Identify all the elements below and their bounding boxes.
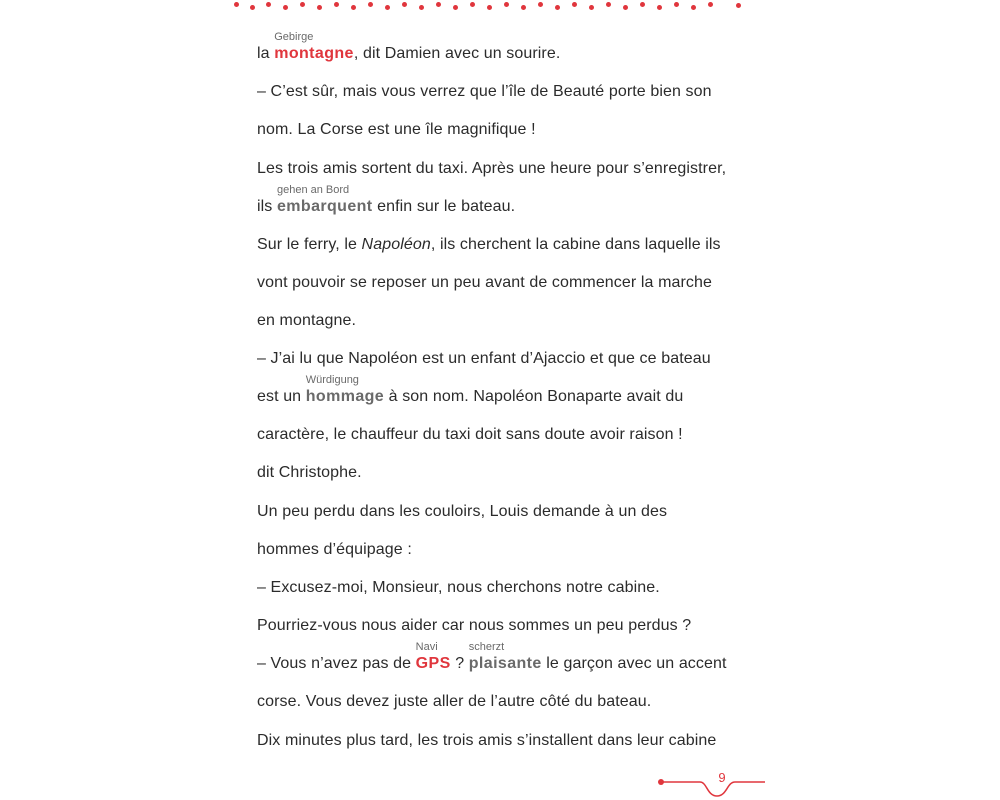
decorative-dot	[736, 3, 741, 8]
text-line: nom. La Corse est une île magnifique !	[257, 121, 536, 138]
vocab-word-hommage	[305, 374, 385, 407]
text-fragment: – Vous n’avez pas de	[257, 655, 416, 672]
text-line	[257, 31, 561, 64]
decorative-dot	[283, 5, 288, 10]
decorative-dot	[470, 2, 475, 7]
vocab-word-text: montagne	[274, 45, 354, 62]
text-fragment: Sur le ferry, le	[257, 236, 362, 253]
decorative-dot	[234, 2, 239, 7]
text-fragment: enfin sur le bateau.	[372, 198, 516, 215]
vocab-word-text: hommage	[305, 388, 385, 405]
vocab-gloss: Navi	[415, 641, 438, 653]
text-line: en montagne.	[257, 312, 357, 329]
decorative-dot	[691, 5, 696, 10]
decorative-dot	[402, 2, 407, 7]
vocab-gloss: gehen an Bord	[276, 184, 350, 196]
text-line: Pourriez-vous nous aider car nous sommes un peu perdus ?	[257, 617, 692, 634]
vocab-gloss: scherzt	[468, 641, 505, 653]
text-fragment: le garçon avec un accent	[541, 655, 727, 672]
decorative-dot	[250, 5, 255, 10]
vocab-word-text: embarquent	[276, 198, 373, 215]
text-line: dit Christophe.	[257, 464, 362, 481]
text-line	[257, 184, 516, 217]
text-line: Les trois amis sortent du taxi. Après une heure pour s’enregistrer,	[257, 160, 727, 177]
decorative-dot	[368, 2, 373, 7]
text-line: Dix minutes plus tard, les trois amis s’installent dans leur cabine	[257, 732, 717, 749]
decorative-dot	[436, 2, 441, 7]
vocab-gloss: Würdigung	[305, 374, 359, 386]
text-fragment: à son nom. Napoléon Bonaparte avait du	[384, 388, 684, 405]
text-line: – Excusez-moi, Monsieur, nous cherchons notre cabine.	[257, 579, 660, 596]
text-line	[257, 235, 721, 255]
decorative-dot	[657, 5, 662, 10]
text-line: caractère, le chauffeur du taxi doit sans doute avoir raison !	[257, 426, 683, 443]
text-line	[257, 641, 727, 674]
page-number: 9	[718, 770, 726, 785]
decorative-dot	[708, 2, 713, 7]
decorative-dot	[385, 5, 390, 10]
decorative-dot-border	[0, 0, 1000, 12]
decorative-dot	[606, 2, 611, 7]
text-line: – C’est sûr, mais vous verrez que l’île de Beauté porte bien son	[257, 83, 712, 100]
decorative-dot	[300, 2, 305, 7]
text-line: vont pouvoir se reposer un peu avant de commencer la marche	[257, 274, 713, 291]
decorative-dot	[674, 2, 679, 7]
text-fragment: ?	[450, 655, 469, 672]
vocab-word-embarquent	[276, 184, 373, 217]
text-line: Un peu perdu dans les couloirs, Louis demande à un des	[257, 503, 668, 520]
decorative-dot	[317, 5, 322, 10]
text-line: corse. Vous devez juste aller de l’autre côté du bateau.	[257, 693, 652, 710]
decorative-dot	[572, 2, 577, 7]
decorative-dot	[266, 2, 271, 7]
text-fragment: est un	[257, 388, 306, 405]
text-line: – J’ai lu que Napoléon est un enfant d’Ajaccio et que ce bateau	[257, 350, 711, 367]
vocab-word-plaisante	[468, 641, 542, 674]
vocab-gloss: Gebirge	[274, 31, 314, 43]
decorative-dot	[351, 5, 356, 10]
text-line: hommes d’équipage :	[257, 541, 412, 558]
text-fragment: , dit Damien avec un sourire.	[353, 45, 561, 62]
text-fragment: ils	[257, 198, 277, 215]
decorative-dot	[623, 5, 628, 10]
vocab-word-text: plaisante	[468, 655, 542, 672]
decorative-dot	[334, 2, 339, 7]
decorative-dot	[419, 5, 424, 10]
decorative-dot	[640, 2, 645, 7]
decorative-dot	[538, 2, 543, 7]
decorative-dot	[504, 2, 509, 7]
decorative-dot	[555, 5, 560, 10]
italic-ship-name: Napoléon	[361, 236, 431, 253]
decorative-dot	[487, 5, 492, 10]
vocab-word-text: GPS	[415, 655, 451, 672]
text-fragment: , ils cherchent la cabine dans laquelle ils	[430, 236, 721, 253]
decorative-dot	[453, 5, 458, 10]
decorative-dot	[521, 5, 526, 10]
text-fragment: la	[257, 45, 275, 62]
vocab-word-montagne	[274, 31, 354, 64]
vocab-word-gps	[415, 641, 451, 674]
decorative-dot	[589, 5, 594, 10]
text-line	[257, 374, 684, 407]
